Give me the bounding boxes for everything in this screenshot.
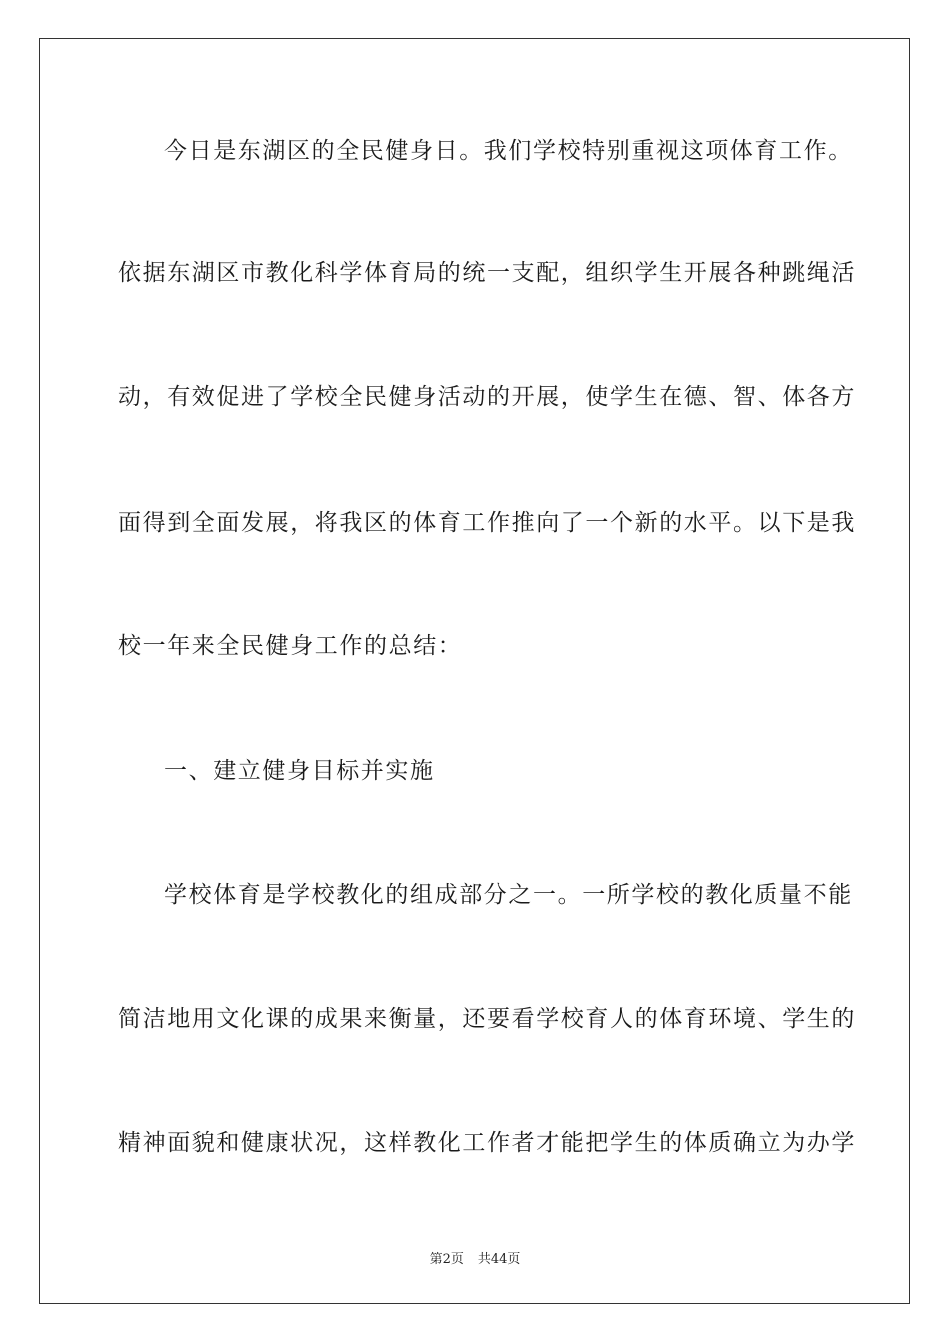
- paragraph-line: 精神面貌和健康状况，这样教化工作者才能把学生的体质确立为办学: [118, 1130, 856, 1156]
- page-number: 第2页: [429, 1252, 464, 1267]
- page-footer: [0, 1248, 950, 1267]
- paragraph-line: 动，有效促进了学校全民健身活动的开展，使学生在德、智、体各方: [118, 384, 856, 410]
- page-total: 共44页: [477, 1252, 521, 1267]
- paragraph-line: 依据东湖区市教化科学体育局的统一支配，组织学生开展各种跳绳活: [118, 260, 856, 286]
- paragraph-line: 今日是东湖区的全民健身日。我们学校特别重视这项体育工作。: [164, 138, 853, 164]
- page-border: [39, 38, 910, 1304]
- section-heading: 一、建立健身目标并实施: [164, 758, 435, 784]
- paragraph-line: 面得到全面发展，将我区的体育工作推向了一个新的水平。以下是我: [118, 510, 856, 536]
- paragraph-line: 校一年来全民健身工作的总结：: [118, 633, 463, 659]
- paragraph-line: 学校体育是学校教化的组成部分之一。一所学校的教化质量不能: [164, 882, 853, 908]
- paragraph-line: 简洁地用文化课的成果来衡量，还要看学校育人的体育环境、学生的: [118, 1006, 856, 1032]
